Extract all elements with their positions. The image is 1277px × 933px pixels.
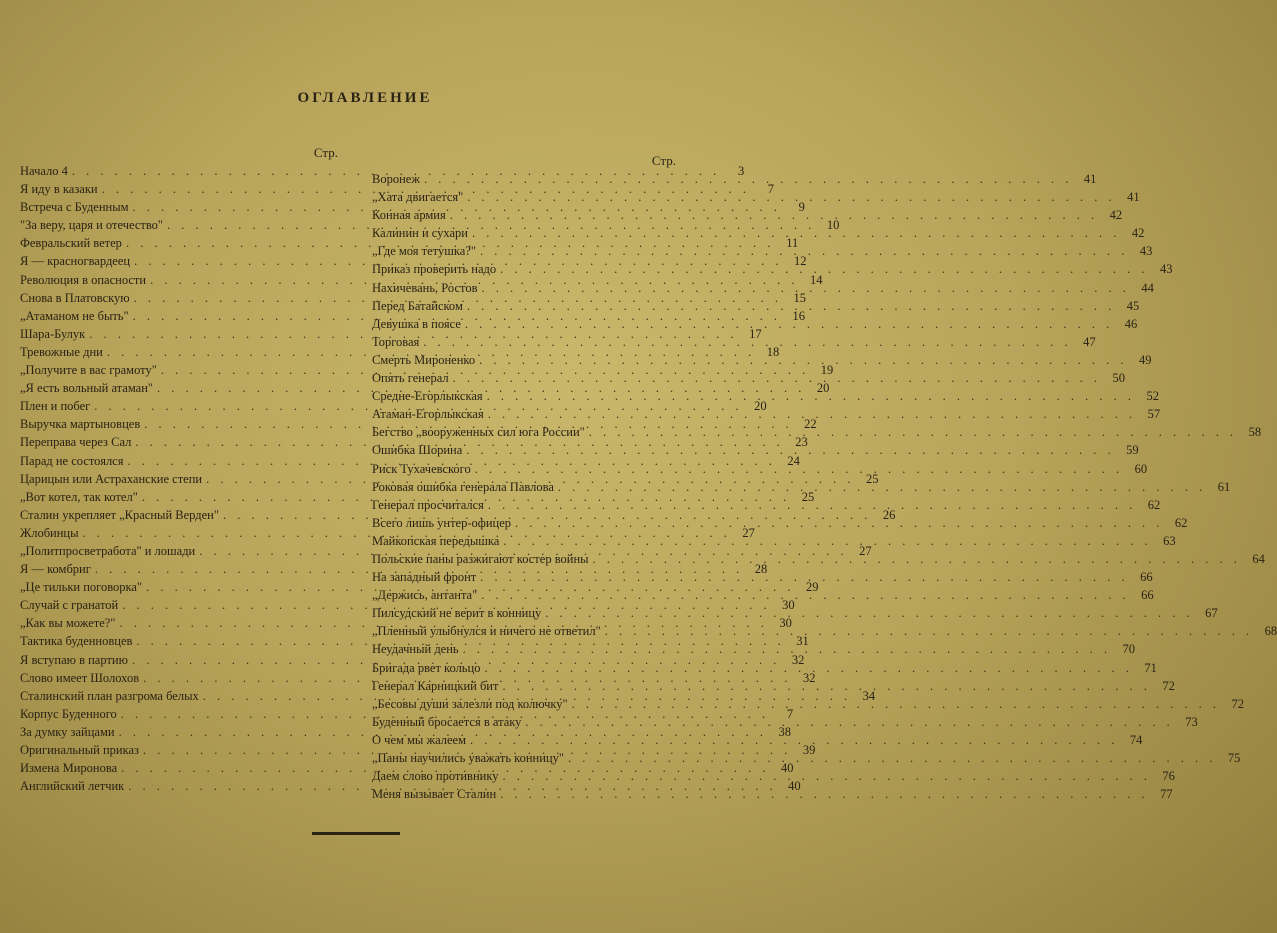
toc-entry-page: 19	[820, 363, 834, 378]
toc-entry-title: Плен и побег	[20, 399, 91, 414]
toc-entry-page: 43	[1139, 244, 1153, 259]
toc-entry-page: 12	[793, 254, 807, 269]
toc-entry-title: „Держись, антанта"	[372, 588, 478, 603]
dot-leader	[500, 785, 1148, 803]
toc-entry-page: 66	[1141, 588, 1154, 603]
toc-entry-title: Царицын или Астраханские степи	[20, 471, 203, 486]
toc-entry-page: 23	[795, 435, 808, 450]
toc-entry-title: Нахичевань, Ростов	[372, 280, 478, 295]
toc-entry-page: 50	[1112, 371, 1126, 386]
toc-entry-title: „Бесовы души залезли под колючку"	[372, 696, 568, 711]
toc-entry-page: 31	[796, 634, 809, 649]
dot-leader	[450, 206, 1098, 224]
toc-entry-page: 10	[826, 218, 840, 233]
toc-entry-page: 20	[754, 399, 767, 414]
toc-entry-page: 32	[791, 652, 805, 667]
dot-leader	[472, 224, 1120, 242]
toc-entry-title: Приказ проверить надо	[372, 262, 497, 277]
toc-entry-page: 70	[1122, 642, 1135, 657]
toc-entry-page: 39	[802, 743, 816, 757]
toc-entry-title: Генерал просчитался	[372, 497, 484, 512]
toc-entry-title: Начало 4	[20, 164, 68, 178]
toc-entry	[372, 170, 1097, 188]
toc-entry-page: 26	[882, 507, 896, 522]
toc-entry-title: Майкопская передышка	[372, 533, 500, 548]
toc-entry-page: 25	[865, 471, 879, 486]
dot-leader	[593, 550, 1241, 568]
toc-entry-page: 9	[798, 200, 805, 215]
toc-entry-page: 59	[1126, 443, 1139, 458]
toc-entry-page: 3	[738, 164, 745, 178]
toc-entry-title: Корпус Буденного	[20, 706, 117, 721]
toc-entry-title: Буденный бросается в атаку	[372, 714, 522, 729]
toc-entry-page: 17	[749, 326, 762, 341]
toc-entry-page: 45	[1126, 298, 1140, 313]
dot-leader	[500, 260, 1148, 278]
toc-entry-title: Генерал Карницкий бит	[372, 678, 499, 693]
toc-entry-page: 22	[804, 417, 817, 432]
toc-entry-page: 61	[1217, 479, 1231, 494]
toc-entry-title: „Где моя тетушка?"	[372, 244, 476, 259]
toc-entry-title: Тревожные дни	[20, 344, 103, 359]
toc-entry-title: Пилсудский не верит в конницу	[372, 606, 542, 621]
toc-entry-page: 44	[1141, 280, 1154, 295]
toc-entry-page: 75	[1227, 751, 1241, 765]
toc-entry-title: „Хата двигается"	[372, 190, 464, 205]
toc-entry-title: Я иду в казаки	[20, 182, 98, 197]
dot-leader	[466, 441, 1114, 459]
toc-entry-title: Даем слово противнику	[372, 769, 499, 784]
toc-entry-title: Средне-Егорлыкская	[372, 389, 483, 404]
toc-entry-title: Опять генерал	[372, 371, 449, 386]
toc-entry-page: 43	[1159, 262, 1173, 277]
toc-entry-title: „Атаманом не быть"	[20, 308, 129, 323]
toc-entry-page: 63	[1163, 533, 1176, 548]
toc-entry-page: 68	[1264, 624, 1277, 639]
toc-entry-title: Оригинальный приказ	[20, 743, 139, 757]
dot-leader	[467, 188, 1115, 206]
toc-entry-title: Бегство „вооруженных сил юга России"	[372, 425, 585, 440]
toc-entry-title: Сталинский план разгрома белых	[20, 688, 199, 703]
toc-entry-page: 66	[1140, 570, 1153, 585]
dot-leader	[503, 767, 1151, 785]
toc-entry-page: 41	[1083, 172, 1097, 186]
toc-entry-page: 76	[1162, 769, 1175, 784]
toc-entry	[372, 188, 1140, 206]
dot-leader	[463, 640, 1111, 658]
toc-entry-page: 40	[781, 761, 794, 776]
toc-entry-page: 62	[1147, 497, 1161, 512]
toc-entry-page: 34	[862, 688, 876, 703]
toc-entry-page: 14	[809, 272, 823, 287]
toc-entry-page: 74	[1129, 732, 1143, 747]
dot-leader	[480, 242, 1128, 260]
toc-entry-page: 72	[1162, 678, 1175, 693]
toc-entry-title: „Вот котел, так котел"	[20, 489, 138, 504]
toc-entry-title: Торговая	[372, 334, 420, 349]
page-column-header: Стр.	[313, 145, 338, 160]
toc-entry-page: 27	[742, 525, 755, 540]
dot-leader	[568, 749, 1216, 767]
dot-leader	[558, 478, 1206, 496]
toc-entry-page: 27	[859, 543, 872, 558]
toc-entry-title: Снова в Платовскую	[20, 290, 130, 305]
toc-entry-page: 52	[1146, 389, 1160, 404]
toc-entry-page: 24	[787, 453, 800, 468]
page-column-header: Стр.	[651, 153, 676, 168]
dot-leader	[475, 460, 1123, 478]
toc-entry-title: „Паны научились уважать конницу"	[372, 751, 564, 765]
toc-entry-title: На западный фронт	[372, 570, 477, 585]
toc-entry-page: 30	[782, 598, 795, 613]
dot-leader	[572, 695, 1220, 713]
toc-entry-title: „Я есть вольный атаман"	[20, 381, 154, 396]
dot-leader	[605, 622, 1253, 640]
toc-entry-title: Случай с гранатой	[20, 598, 119, 613]
toc-entry-page: 72	[1231, 696, 1244, 711]
toc-entry-page: 42	[1131, 226, 1145, 241]
toc-entry-title: Жлобинцы	[20, 525, 79, 540]
toc-entry-page: 67	[1205, 606, 1218, 621]
toc-entry-page: 60	[1134, 461, 1148, 476]
toc-entry-title: Сталин укрепляет „Красный Верден"	[20, 507, 219, 522]
toc-entry-page: 25	[801, 489, 815, 504]
toc-entry-page: 7	[767, 182, 774, 197]
toc-entry	[372, 206, 1123, 224]
toc-entry-page: 57	[1147, 407, 1161, 422]
toc-entry-page: 47	[1083, 334, 1096, 349]
toc-entry-title: Ошибка Шорина	[372, 443, 463, 458]
dot-leader	[453, 369, 1101, 387]
toc-entry-page: 16	[792, 308, 805, 323]
toc-entry-title: Смерть Мироненко	[372, 352, 476, 367]
toc-entry-title: Конная армия	[372, 208, 446, 223]
toc-entry-page: 40	[788, 779, 801, 794]
toc-entry-title: Измена Миронова	[20, 761, 118, 776]
dot-leader	[484, 659, 1132, 677]
toc-entry-title: Девушка в поясе	[372, 316, 461, 331]
dot-leader	[467, 297, 1115, 315]
toc-entry-page: 49	[1138, 352, 1152, 367]
toc-entry-page: 29	[805, 580, 819, 595]
dot-leader	[589, 423, 1237, 441]
toc-entry-page: 64	[1252, 551, 1265, 566]
dot-leader	[515, 514, 1163, 532]
toc-entry-page: 42	[1109, 208, 1123, 223]
toc-entry-title: Тактика буденновцев	[20, 634, 133, 649]
toc-entry-page: 41	[1127, 190, 1140, 205]
toc-entry-title: „Пленный улыбнулся и ничего не ответил"	[372, 624, 601, 639]
dot-leader	[481, 279, 1129, 297]
toc-entry-page: 20	[816, 381, 830, 396]
toc-entry-page: 38	[778, 724, 791, 739]
toc-entry-page: 73	[1185, 714, 1198, 729]
toc-entry	[372, 713, 1198, 731]
toc-entry-page: 58	[1248, 425, 1262, 440]
toc-entry-title: Бригада рвет кольцо	[372, 660, 481, 675]
toc-entry-title: О чем мы жалеем	[372, 732, 466, 747]
dot-leader	[480, 568, 1128, 586]
dot-leader	[424, 170, 1072, 188]
dot-leader	[525, 713, 1173, 731]
toc-entry-title: „Как вы можете?"	[20, 616, 116, 631]
toc-entry-title: Парад не состоялся	[20, 453, 124, 468]
toc-entry-title: Воронеж	[372, 172, 420, 186]
divider-rule	[312, 832, 400, 835]
toc-entry-page: 15	[793, 290, 806, 305]
toc-entry-title: „Це тильки поговорка"	[20, 580, 143, 595]
toc-entry-title: „Политпросветработа" и лошади	[20, 543, 196, 558]
toc-entry-title: Я — комбриг	[20, 562, 91, 577]
toc-entry-title: Неудачный день	[372, 642, 459, 657]
dot-leader	[545, 604, 1193, 622]
dot-leader	[479, 351, 1127, 369]
toc-entry-title: Калинин и сухари	[372, 226, 468, 241]
toc-entry-title: Встреча с Буденным	[20, 200, 129, 215]
toc-entry-title: Меня вызывает Сталин	[372, 787, 497, 802]
toc-entry-title: Февральский ветер	[20, 236, 122, 251]
dot-leader	[503, 532, 1151, 550]
dot-leader	[487, 387, 1135, 405]
toc-entry-title: За думку зайцами	[20, 724, 115, 739]
toc-entry-page: 77	[1160, 787, 1173, 802]
toc-entry-title: Я — красногвардеец	[20, 254, 131, 269]
dot-leader	[502, 677, 1150, 695]
toc-entry-title: Атаман-Егорлыкская	[372, 407, 484, 422]
toc-entry-title: Перед Батайском	[372, 298, 463, 313]
toc-entry-title: Риск Тухачевского	[372, 461, 471, 476]
toc-entry-title: Выручка мартыновцев	[20, 417, 141, 432]
toc-entry-title: Роковая ошибка генерала Павлова	[372, 479, 554, 494]
toc-entry-page: 30	[779, 616, 792, 631]
toc-entry-page: 7	[786, 706, 794, 721]
toc-entry-title: Слово имеет Шолохов	[20, 670, 140, 685]
toc-entry-page: 11	[786, 236, 799, 251]
toc-entry-page: 32	[802, 670, 816, 685]
dot-leader	[481, 586, 1129, 604]
toc-entry-page: 62	[1174, 515, 1188, 530]
dot-leader	[470, 731, 1118, 749]
toc-entry-title: „Получите в вас грамоту"	[20, 363, 157, 378]
dot-leader	[488, 496, 1136, 514]
dot-leader	[465, 315, 1113, 333]
page-title: ОГЛАВЛЕНИЕ	[297, 90, 433, 106]
toc-entry-title: Польские паны разжигают костер войны	[372, 551, 589, 566]
toc-entry-page: 46	[1124, 316, 1138, 331]
toc-entry-title: Шара-Булук	[20, 326, 86, 341]
toc-entry-title: Революция в опасности	[20, 272, 147, 287]
dot-leader	[488, 405, 1136, 423]
toc-entry-page: 28	[754, 562, 768, 577]
toc-entry-title: "За веру, царя и отечество"	[20, 218, 164, 233]
dot-leader	[423, 333, 1071, 351]
toc-entry-title: Всего лишь унтер-офицер	[372, 515, 512, 530]
toc-entry-page: 71	[1144, 660, 1157, 675]
toc-entry-title: Я вступаю в партию	[20, 652, 128, 667]
toc-entry-title: Переправа через Сал	[20, 435, 132, 450]
toc-entry-title: Английский летчик	[20, 779, 125, 794]
toc-entry-page: 18	[766, 344, 780, 359]
